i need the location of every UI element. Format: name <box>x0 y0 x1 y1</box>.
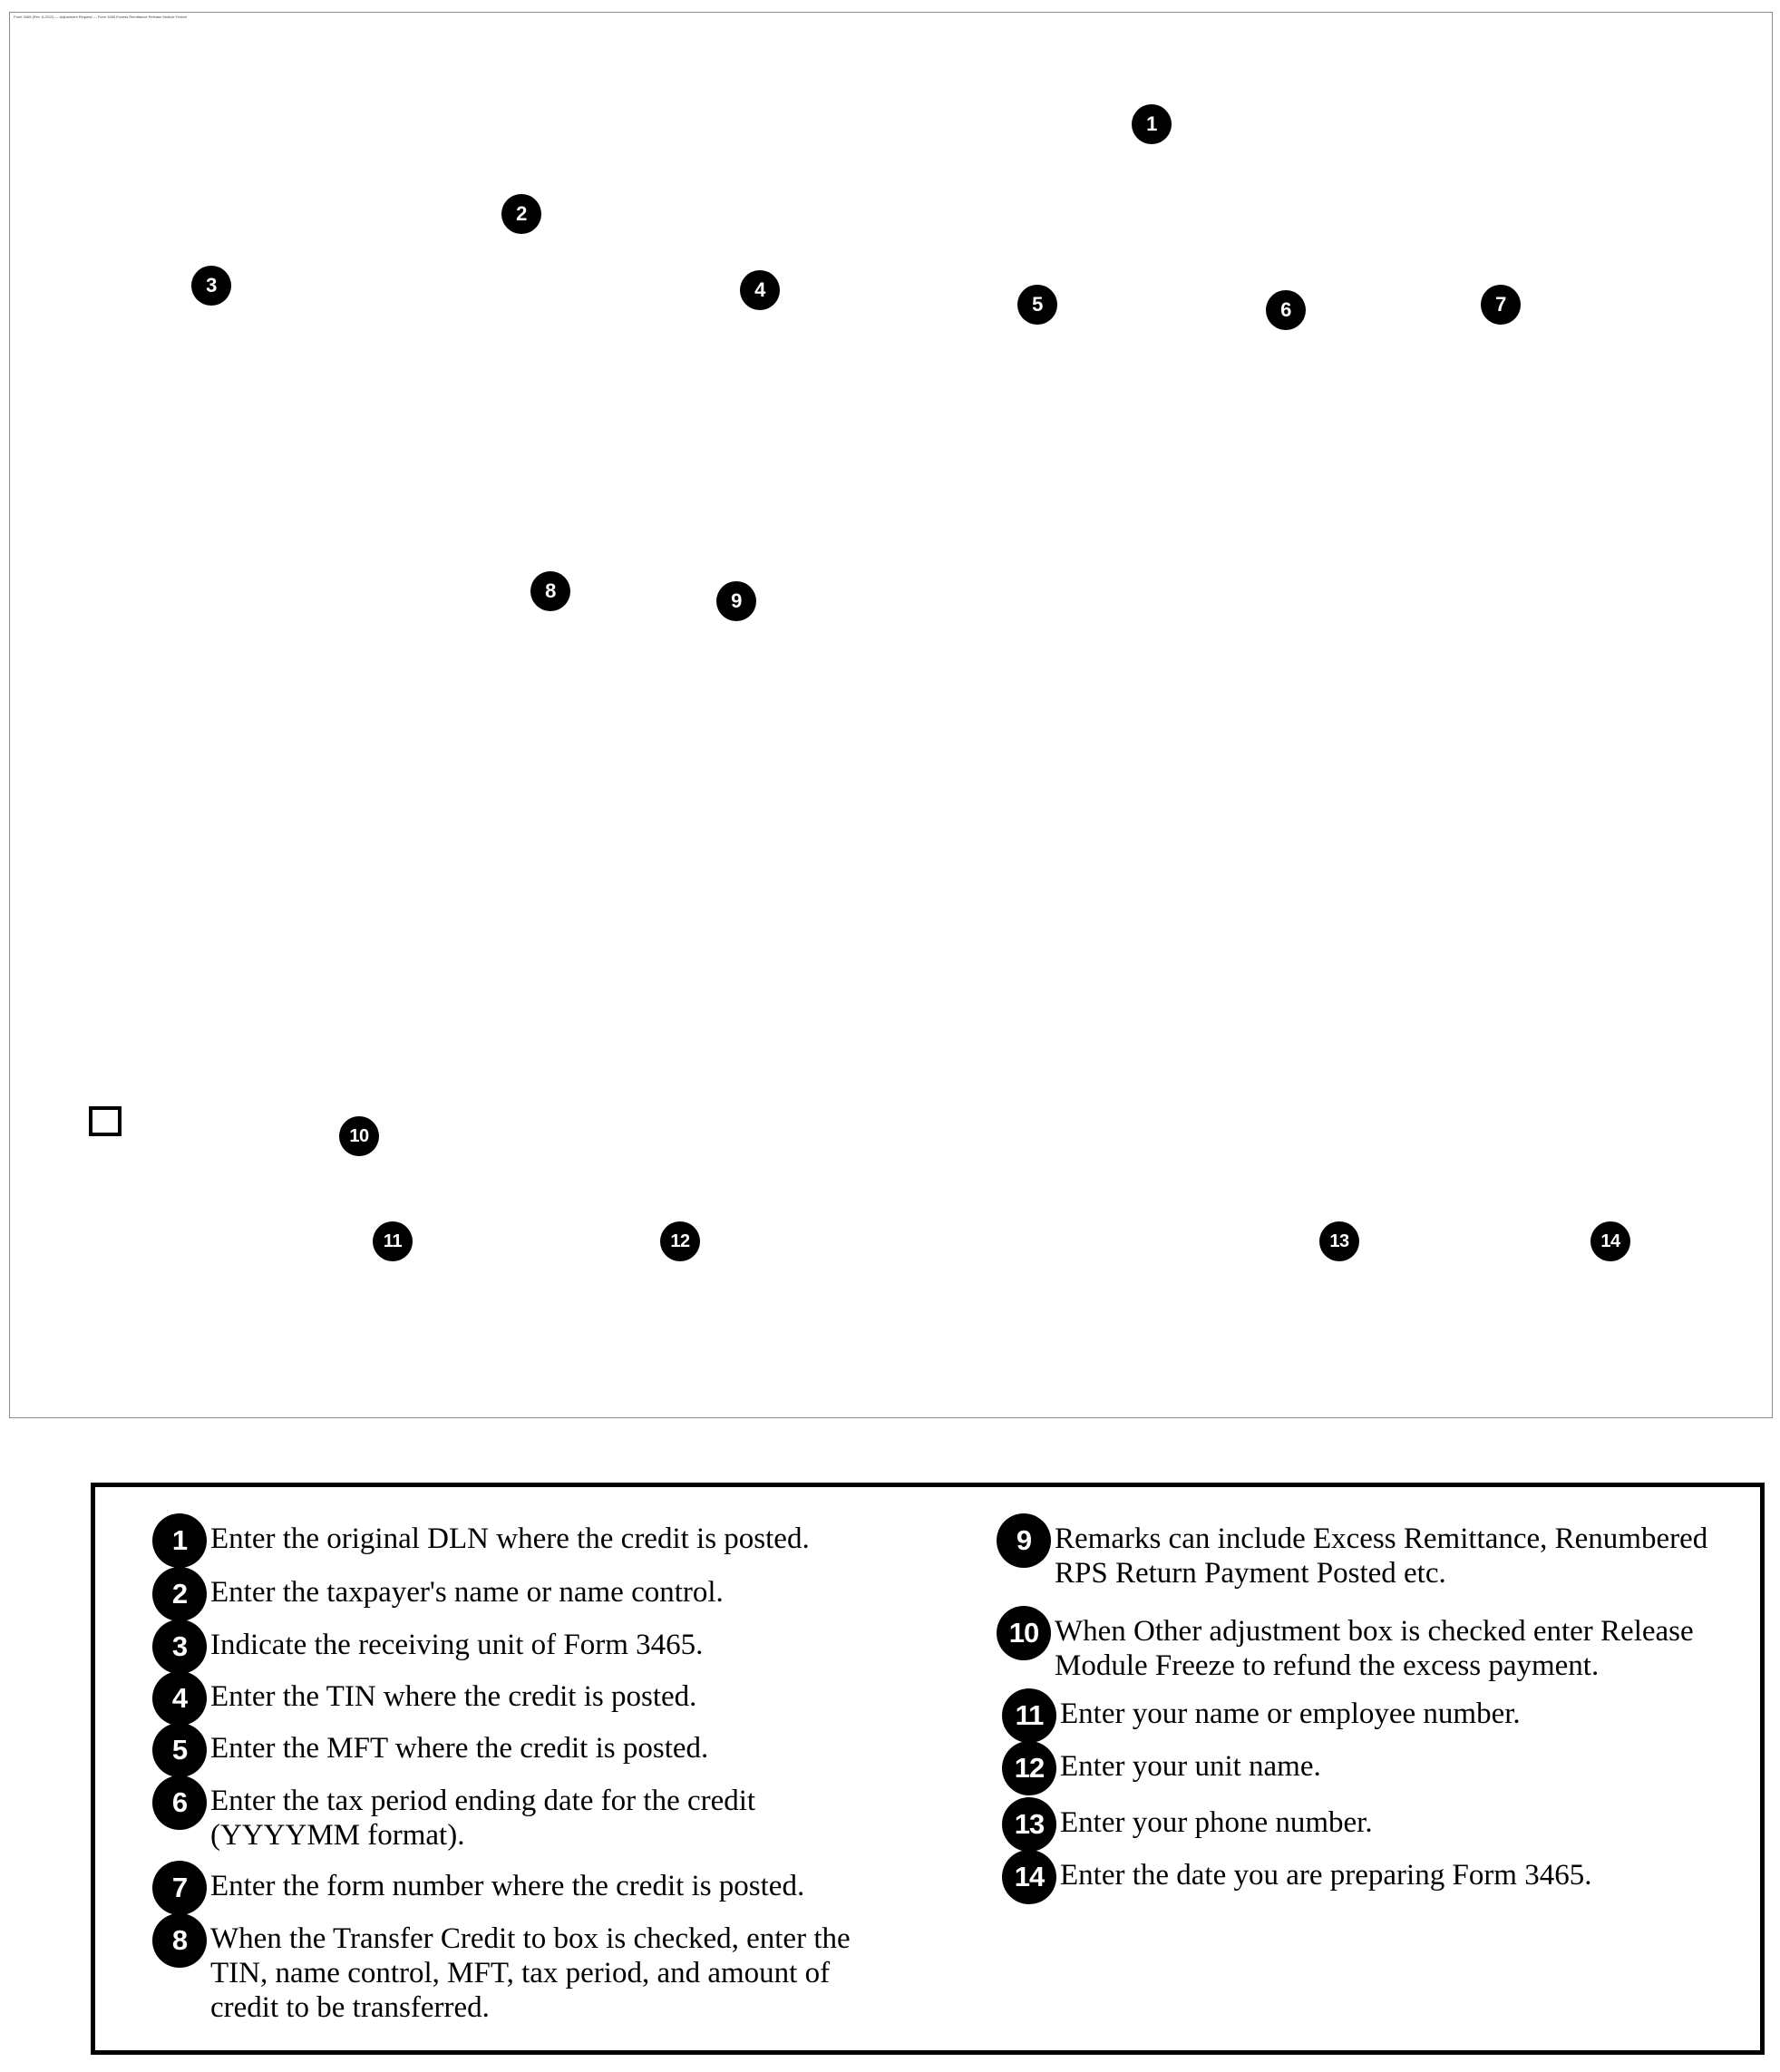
legend-number-8: 8 <box>152 1913 207 1968</box>
legend-item-8 <box>152 1913 851 2025</box>
legend-item-14 <box>1002 1850 1591 1904</box>
callout-5: 5 <box>1017 285 1057 325</box>
callout-14: 14 <box>1590 1221 1630 1261</box>
legend-number-6: 6 <box>152 1775 207 1830</box>
callout-13: 13 <box>1319 1221 1359 1261</box>
callout-9: 9 <box>716 581 756 621</box>
legend-item-11 <box>1002 1688 1521 1743</box>
legend-text-1: Enter the original DLN where the credit is posted. <box>210 1522 810 1555</box>
legend-text-2: Enter the taxpayer's name or name control. <box>210 1576 724 1609</box>
legend-number-1: 1 <box>152 1513 207 1568</box>
legend-item-9 <box>997 1513 1707 1590</box>
legend-text-5: Enter the MFT where the credit is posted. <box>210 1732 709 1765</box>
legend-number-10: 10 <box>997 1606 1051 1660</box>
legend-item-6 <box>152 1775 755 1853</box>
legend-number-2: 2 <box>152 1567 207 1621</box>
callout-10: 10 <box>339 1116 379 1156</box>
callout-11: 11 <box>373 1221 413 1261</box>
legend-text-13: Enter your phone number. <box>1060 1806 1373 1839</box>
legend-number-3: 3 <box>152 1620 207 1674</box>
legend-text-12: Enter your unit name. <box>1060 1750 1321 1783</box>
callout-4: 4 <box>740 270 780 310</box>
callout-8: 8 <box>530 571 570 611</box>
legend-text-11: Enter your name or employee number. <box>1060 1697 1521 1730</box>
legend-number-9: 9 <box>997 1513 1051 1568</box>
legend-item-2 <box>152 1567 724 1621</box>
callout-7: 7 <box>1481 285 1521 325</box>
legend-item-1 <box>152 1513 810 1568</box>
legend-text-10: When Other adjustment box is checked enter Release Module Freeze to refund the excess payment. <box>1055 1615 1694 1682</box>
legend-number-5: 5 <box>152 1723 207 1777</box>
legend-number-13: 13 <box>1002 1797 1056 1852</box>
callout-2: 2 <box>501 194 541 234</box>
legend-number-12: 12 <box>1002 1741 1056 1795</box>
callout-12: 12 <box>660 1221 700 1261</box>
legend-text-4: Enter the TIN where the credit is posted. <box>210 1680 697 1713</box>
callout-3: 3 <box>191 266 231 306</box>
legend-number-14: 14 <box>1002 1850 1056 1904</box>
legend-text-14: Enter the date you are preparing Form 3465. <box>1060 1859 1592 1892</box>
legend-text-9: Remarks can include Excess Remittance, Renumbered RPS Return Payment Posted etc. <box>1055 1522 1708 1590</box>
legend-item-10 <box>997 1606 1694 1683</box>
callout-6: 6 <box>1266 290 1306 330</box>
legend-item-13 <box>1002 1797 1373 1852</box>
legend-text-6: Enter the tax period ending date for the credit (YYYYMM format). <box>210 1785 756 1852</box>
other-adjustment-checkbox[interactable] <box>89 1106 122 1136</box>
legend-text-3: Indicate the receiving unit of Form 3465. <box>210 1629 704 1661</box>
callout-1: 1 <box>1132 104 1172 144</box>
legend-number-7: 7 <box>152 1861 207 1915</box>
form-image-area <box>9 12 1773 1418</box>
legend-number-4: 4 <box>152 1671 207 1726</box>
legend-item-7 <box>152 1861 804 1915</box>
legend-text-8: When the Transfer Credit to box is checked, enter the TIN, name control, MFT, tax period, and amount of credit to be transferred. <box>210 1922 851 2024</box>
form-caption: Form 3465 (Rev. 6-2013) — Adjustment Request — Form 3465 Excess Remittance Release Module Freeze <box>14 15 188 19</box>
legend-item-4 <box>152 1671 696 1726</box>
legend-item-3 <box>152 1620 703 1674</box>
legend-text-7: Enter the form number where the credit is posted. <box>210 1870 805 1902</box>
legend-item-5 <box>152 1723 708 1777</box>
legend-number-11: 11 <box>1002 1688 1056 1743</box>
legend-item-12 <box>1002 1741 1321 1795</box>
